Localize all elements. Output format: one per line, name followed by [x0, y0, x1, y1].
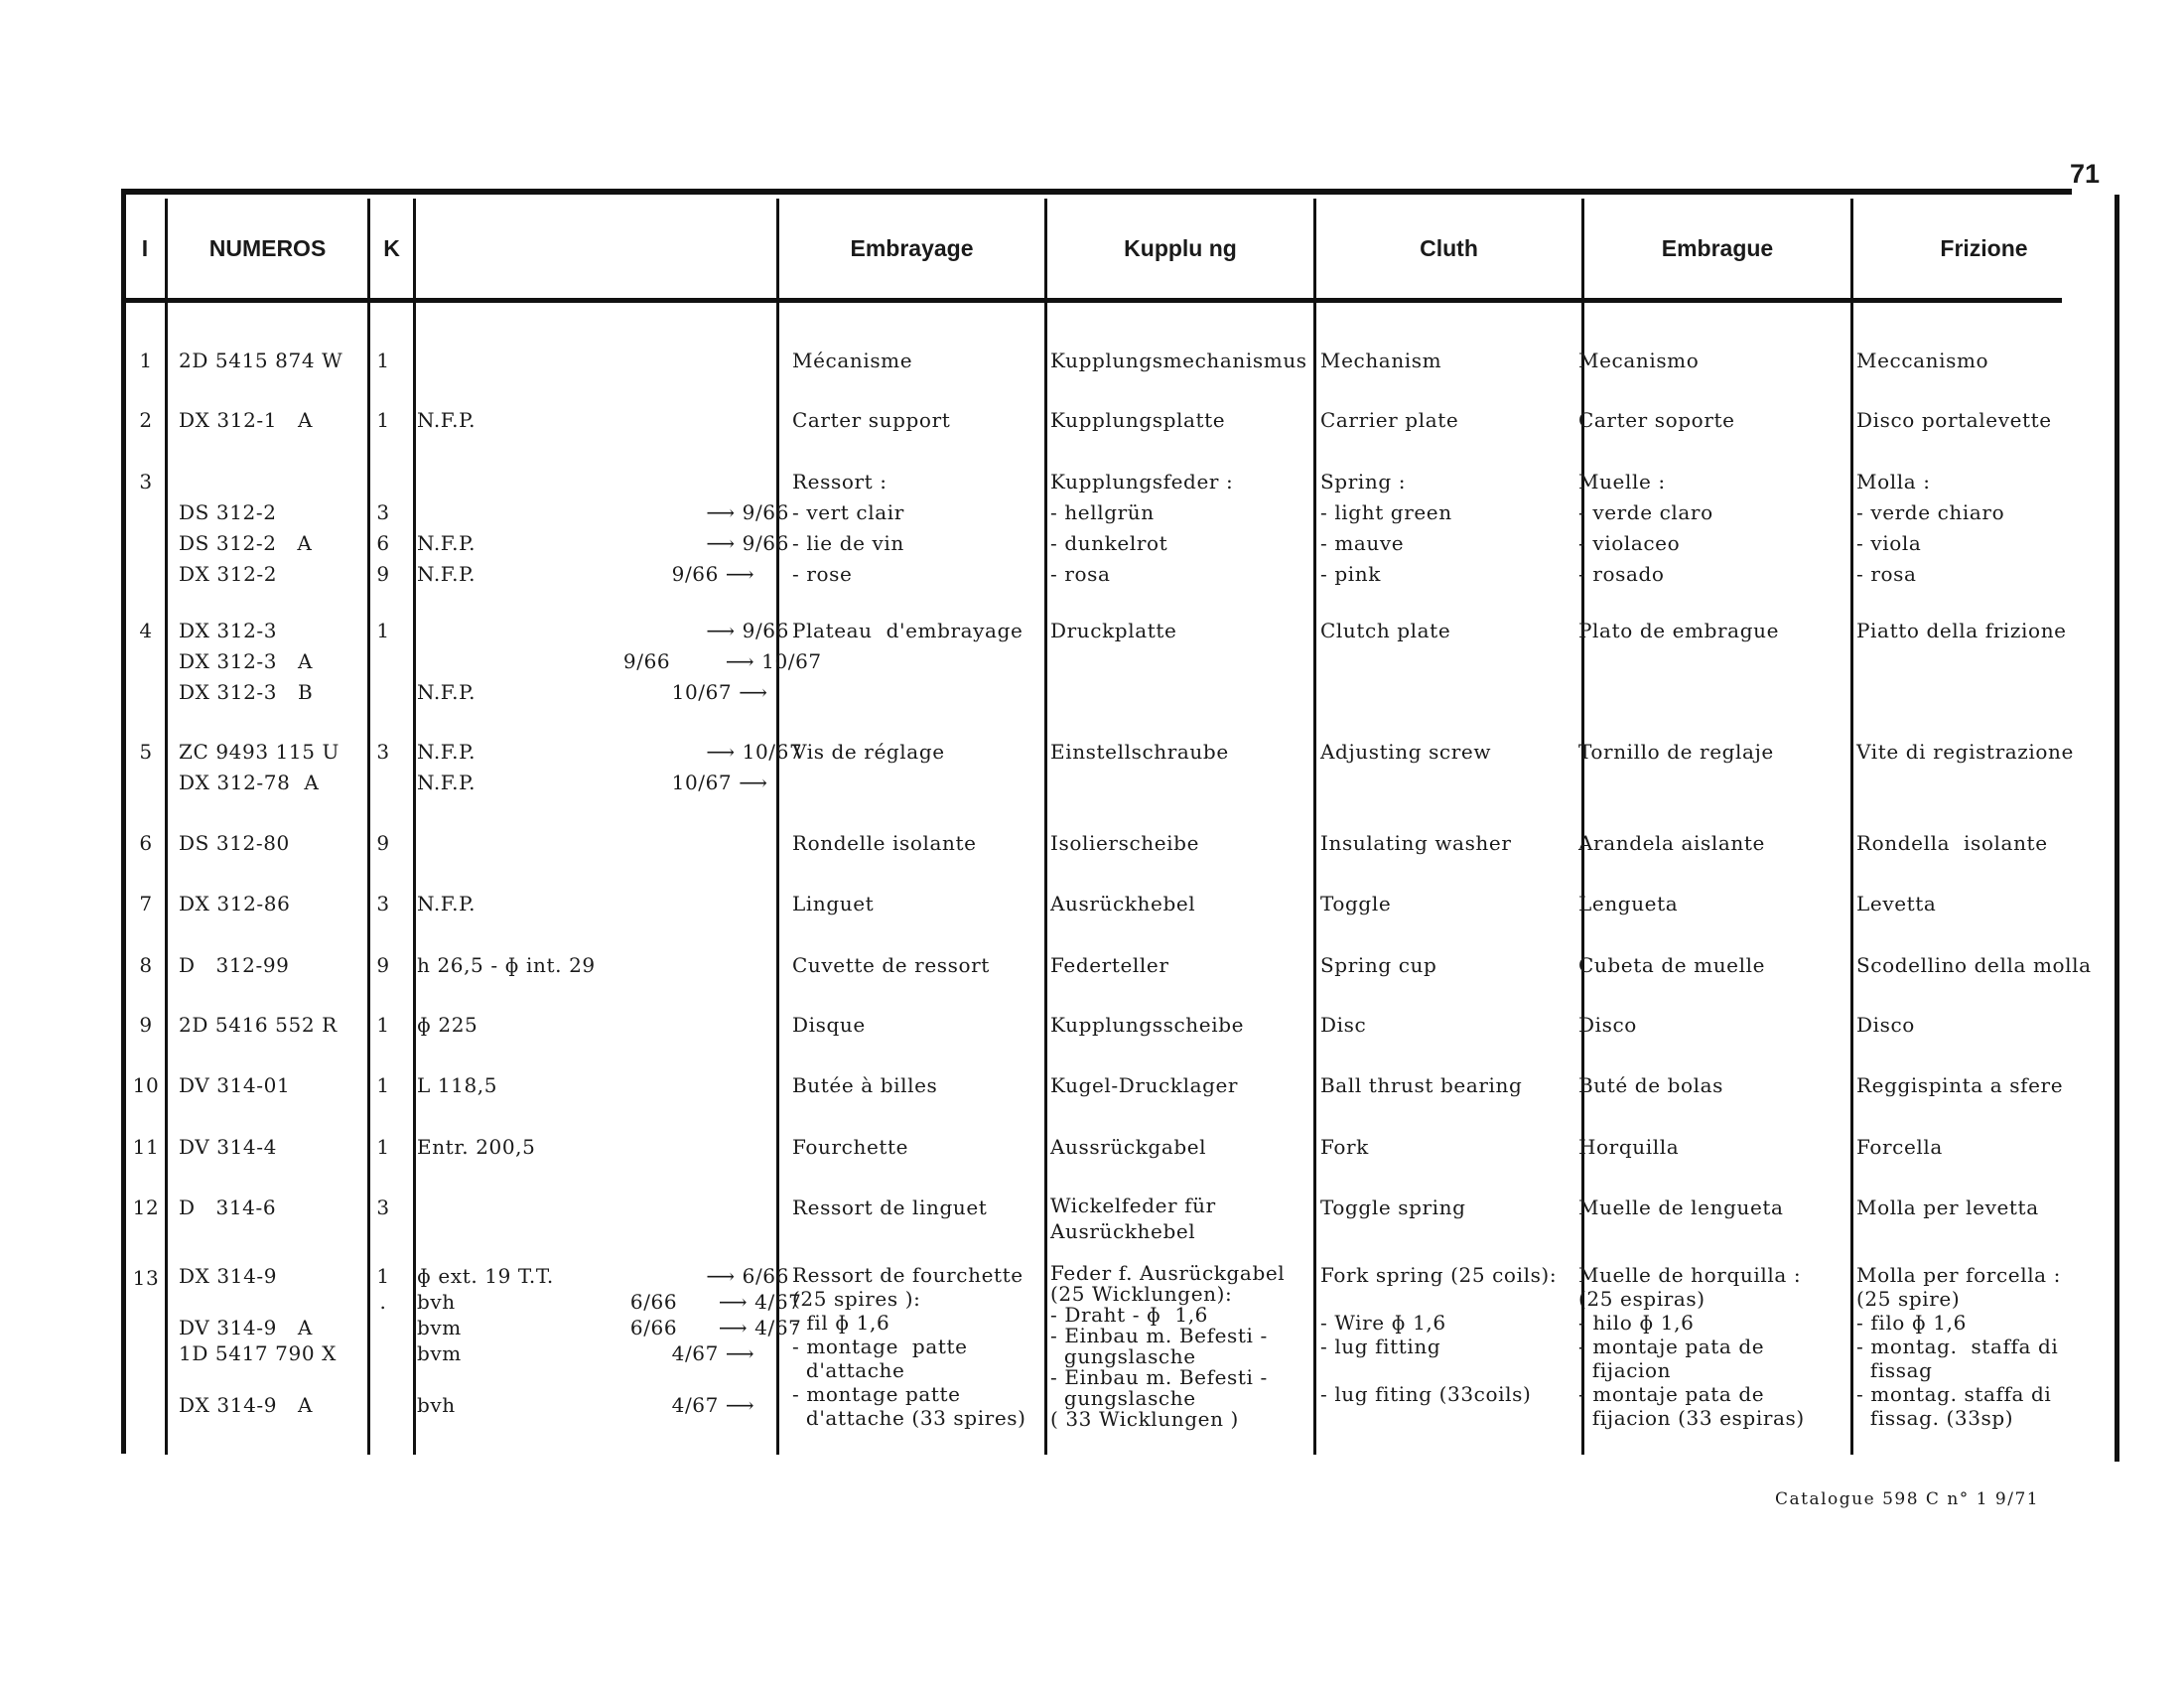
part-number: DS 312-80	[179, 831, 290, 855]
quantity: 3	[376, 1196, 390, 1219]
description-french: Vis de réglage	[792, 740, 945, 764]
part-number: D 312-99	[179, 953, 290, 977]
description-english: Fork	[1320, 1135, 1369, 1159]
description-english: Spring cup	[1320, 953, 1437, 977]
date-range: ⟶ 10/67 10/67 ⟶	[671, 740, 803, 794]
description-spanish: Buté de bolas	[1578, 1073, 1724, 1097]
spec-note: L 118,5	[417, 1073, 498, 1097]
row-number: 2	[139, 408, 153, 432]
description-german: Einstellschraube	[1050, 740, 1229, 764]
part-number: DV 314-01	[179, 1073, 291, 1097]
quantity: 9	[376, 831, 390, 855]
quantity: 3 6 9	[376, 500, 390, 586]
description-italian: Disco	[1856, 1013, 1915, 1037]
description-spanish: Tornillo de reglaje	[1578, 740, 1774, 764]
table-left-border	[121, 189, 126, 1454]
description-german: Feder f. Ausrückgabel (25 Wicklungen): - Draht - ɸ 1,6 - Einbau m. Befesti - gungslasche - Einbau m. Befesti - gungslasche ( 33 Wicklungen )	[1050, 1261, 1286, 1431]
quantity: 1 .	[376, 1264, 390, 1314]
description-french: Rondelle isolante	[792, 831, 977, 855]
row-number: 8	[139, 953, 153, 977]
description-italian: Vite di registrazione	[1856, 740, 2074, 764]
description-spanish: Muelle de horquilla : (25 espiras) - hilo ɸ 1,6 - montaje pata de fijacion - montaje pata de fijacion (33 espiras)	[1578, 1263, 1805, 1430]
row-number: 1	[139, 349, 153, 372]
part-number: DX 314-9 DV 314-9 A 1D 5417 790 X DX 314-9 A	[179, 1264, 337, 1417]
quantity: 1	[376, 1135, 390, 1159]
row-number: 11	[132, 1135, 160, 1159]
description-spanish: Plato de embrague	[1578, 619, 1780, 642]
header-english: Cluth	[1420, 234, 1478, 261]
column-divider	[165, 199, 168, 1455]
part-number: 2D 5415 874 W	[179, 349, 343, 372]
row-number: 5	[139, 740, 153, 764]
description-italian: Reggispinta a sfere	[1856, 1073, 2064, 1097]
description-english: Toggle	[1320, 892, 1392, 915]
header-index: I	[141, 234, 149, 261]
part-number: ZC 9493 115 U DX 312-78 A	[179, 740, 340, 794]
description-german: Federteller	[1050, 953, 1169, 977]
header-numeros: NUMEROS	[208, 234, 327, 261]
description-german: Kupplungsscheibe	[1050, 1013, 1245, 1037]
quantity: 1	[376, 349, 390, 372]
description-english: Mechanism	[1320, 349, 1442, 372]
description-french: Linguet	[792, 892, 875, 915]
quantity: 1	[376, 619, 390, 642]
row-number: 10	[132, 1073, 160, 1097]
description-english: Spring : - light green - mauve - pink	[1320, 470, 1452, 586]
row-number: 7	[139, 892, 153, 915]
description-english: Toggle spring	[1320, 1196, 1466, 1219]
part-number: DX 312-1 A	[179, 408, 314, 432]
row-number: 6	[139, 831, 153, 855]
description-italian: Disco portalevette	[1856, 408, 2052, 432]
description-french: Fourchette	[792, 1135, 909, 1159]
description-french: Ressort de fourchette (25 spires ): - fil ɸ 1,6 - montage patte d'attache - montage patte d'attache (33 spires)	[792, 1263, 1026, 1430]
description-french: Ressort de linguet	[792, 1196, 988, 1219]
spec-note: Entr. 200,5	[417, 1135, 536, 1159]
spec-note: N.F.P.	[417, 408, 477, 432]
description-french: Cuvette de ressort	[792, 953, 990, 977]
description-english: Clutch plate	[1320, 619, 1451, 642]
table-right-border	[2115, 195, 2119, 1462]
column-divider	[413, 199, 416, 1455]
column-divider	[1313, 199, 1316, 1455]
description-german: Kupplungsmechanismus	[1050, 349, 1307, 372]
description-german: Kupplungsfeder : - hellgrün - dunkelrot - rosa	[1050, 470, 1234, 586]
part-number: DX 312-3 DX 312-3 A DX 312-3 B	[179, 619, 314, 704]
description-german: Druckplatte	[1050, 619, 1177, 642]
row-number: 13	[132, 1266, 160, 1290]
description-spanish: Disco	[1578, 1013, 1637, 1037]
row-number: 9	[139, 1013, 153, 1037]
description-italian: Piatto della frizione	[1856, 619, 2067, 642]
description-italian: Molla per forcella : (25 spire) - filo ɸ 1,6 - montag. staffa di fissag - montag. staffa di fissag. (33sp)	[1856, 1263, 2062, 1430]
description-french: Carter support	[792, 408, 951, 432]
description-french: Mécanisme	[792, 349, 913, 372]
header-french: Embrayage	[850, 234, 974, 261]
description-spanish: Mecanismo	[1578, 349, 1700, 372]
description-italian: Scodellino della molla	[1856, 953, 2092, 977]
header-german: Kupplu ng	[1124, 234, 1237, 261]
description-english: Carrier plate	[1320, 408, 1459, 432]
description-italian: Molla per levetta	[1856, 1196, 2039, 1219]
spec-note: N.F.P.	[417, 680, 477, 704]
column-divider	[1850, 199, 1853, 1455]
part-number: DS 312-2 DS 312-2 A DX 312-2	[179, 500, 313, 586]
spec-note: ɸ ext. 19 T.T. bvh bvm bvm bvh	[417, 1264, 554, 1417]
date-range: ⟶ 6/66 6/66 ⟶ 4/67 6/66 ⟶ 4/67 4/67 ⟶ 4/67 ⟶	[629, 1264, 802, 1417]
description-french: Disque	[792, 1013, 866, 1037]
description-english: Ball thrust bearing	[1320, 1073, 1523, 1097]
description-german: Kupplungsplatte	[1050, 408, 1226, 432]
row-number: 12	[132, 1196, 160, 1219]
part-number: D 314-6	[179, 1196, 277, 1219]
description-spanish: Lengueta	[1578, 892, 1679, 915]
date-range: ⟶ 9/66 9/66 ⟶ 10/67 10/67 ⟶	[622, 619, 822, 704]
part-number: DX 312-86	[179, 892, 291, 915]
column-divider	[1044, 199, 1047, 1455]
spec-note: h 26,5 - ɸ int. 29	[417, 953, 596, 977]
description-italian: Levetta	[1856, 892, 1937, 915]
header-spanish: Embrague	[1661, 234, 1774, 261]
quantity: 3	[376, 740, 390, 764]
description-french: Plateau d'embrayage	[792, 619, 1024, 642]
column-divider	[367, 199, 370, 1455]
spec-note: N.F.P. N.F.P.	[417, 531, 477, 586]
spec-note: ɸ 225	[417, 1013, 478, 1037]
description-english: Fork spring (25 coils): - Wire ɸ 1,6 - lug fitting - lug fiting (33coils)	[1320, 1263, 1558, 1406]
quantity: 3	[376, 892, 390, 915]
description-french: Ressort : - vert clair - lie de vin - rose	[792, 470, 904, 586]
spec-note: N.F.P.	[417, 892, 477, 915]
quantity: 1	[376, 1013, 390, 1037]
row-number: 4	[139, 619, 153, 642]
description-english: Disc	[1320, 1013, 1367, 1037]
description-german: Ausrückhebel	[1050, 892, 1196, 915]
quantity: 1	[376, 408, 390, 432]
description-spanish: Muelle de lengueta	[1578, 1196, 1784, 1219]
header-k: K	[383, 234, 400, 261]
description-spanish: Arandela aislante	[1578, 831, 1765, 855]
page-number: 71	[2070, 159, 2101, 189]
quantity: 9	[376, 953, 390, 977]
description-italian: Forcella	[1856, 1135, 1943, 1159]
description-french: Butée à billes	[792, 1073, 938, 1097]
row-number: 3	[139, 470, 153, 493]
date-range: ⟶ 9/66 ⟶ 9/66 9/66 ⟶	[671, 500, 789, 586]
description-german: Kugel-Drucklager	[1050, 1073, 1239, 1097]
description-italian: Rondella isolante	[1856, 831, 2048, 855]
part-number: 2D 5416 552 R	[179, 1013, 338, 1037]
header-italian: Frizione	[1940, 234, 2028, 261]
description-spanish: Horquilla	[1578, 1135, 1680, 1159]
description-italian: Molla : - verde chiaro - viola - rosa	[1856, 470, 2005, 586]
spec-note: N.F.P. N.F.P.	[417, 740, 477, 794]
catalogue-reference: Catalogue 598 C n° 1 9/71	[1775, 1489, 2040, 1509]
table-top-rule	[121, 189, 2072, 195]
description-german: Wickelfeder für Ausrückhebel	[1050, 1194, 1216, 1243]
part-number: DV 314-4	[179, 1135, 277, 1159]
description-german: Isolierscheibe	[1050, 831, 1200, 855]
description-spanish: Muelle : - verde claro - violaceo - rosado	[1578, 470, 1713, 586]
description-spanish: Carter soporte	[1578, 408, 1735, 432]
description-german: Aussrückgabel	[1050, 1135, 1207, 1159]
description-spanish: Cubeta de muelle	[1578, 953, 1766, 977]
quantity: 1	[376, 1073, 390, 1097]
description-italian: Meccanismo	[1856, 349, 1989, 372]
description-english: Insulating washer	[1320, 831, 1512, 855]
description-english: Adjusting screw	[1320, 740, 1492, 764]
